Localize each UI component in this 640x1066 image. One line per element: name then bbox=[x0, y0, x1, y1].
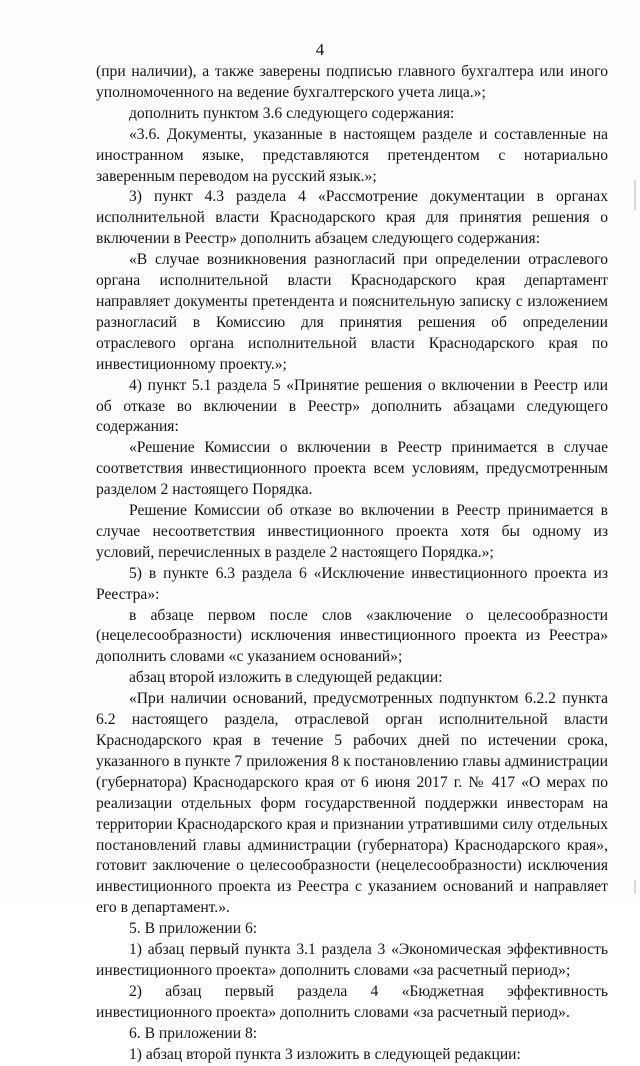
document-body bbox=[96, 62, 608, 1066]
paragraph-item-4-text-1: «Решение Комиссии о включении в Реестр принимается в случае соответствия инвестиционного проекта всем условиям, предусмотренным разделом 2 настоящего Порядка. bbox=[96, 439, 608, 499]
scan-edge-mark bbox=[634, 880, 636, 894]
paragraph-section-5-item-1: 1) абзац первый пункта 3.1 раздела 3 «Экономическая эффективность инвестиционного проекта» дополнить словами «за расчетный период»; bbox=[96, 941, 608, 979]
page-number: 4 bbox=[315, 40, 325, 59]
paragraph-section-6-item-1: 1) абзац второй пункта 3 изложить в следующей редакции: bbox=[129, 1045, 521, 1063]
paragraph-item-4-text-2: Решение Комиссии об отказе во включении в Реестр принимается в случае несоответствия инвестиционного проекта хотя бы одному из условий, перечисленных в разделе 2 настоящего Порядка.»; bbox=[96, 502, 608, 561]
paragraph-add-clause-3-6: дополнить пунктом 3.6 следующего содержания: bbox=[129, 104, 455, 122]
scan-edge-mark bbox=[634, 180, 636, 210]
paragraph-item-5-text: «При наличии оснований, предусмотренных подпунктом 6.2.2 пункта 6.2 настоящего раздела, отраслевой орган исполнительной власти Краснодарского края в течение 5 рабочих дней по истечении срока, указанного в пункте 7 приложения 8 к постановлению главы администрации (губернатора) Краснодарского края от 6 июня 2017 г. № 417 «О мерах по реализации отдельных форм государственной поддержки инвесторам на территории Краснодарского края и признании утратившими силу отдельных постановлений главы администрации (губернатора) Краснодарского края», готовит заключение о целесообразности (нецелесообразности) исключения инвестиционного проекта из Реестра с указанием оснований и направляет его в департамент.». bbox=[96, 690, 608, 917]
paragraph-clause-3-6-text: «3.6. Документы, указанные в настоящем разделе и составленные на иностранном языке, представляются претендентом с нотариально заверенным переводом на русский язык.»; bbox=[96, 125, 608, 185]
paragraph-item-5-second-abzac: абзац второй изложить в следующей редакции: bbox=[129, 669, 443, 687]
paragraph-section-6: 6. В приложении 8: bbox=[129, 1024, 258, 1042]
paragraph-item-3: 3) пункт 4.3 раздела 4 «Рассмотрение документации в органах исполнительной власти Краснодарского края для принятия решения о включении в Реестр» дополнить абзацем следующего содержания: bbox=[96, 188, 608, 248]
paragraph-item-4: 4) пункт 5.1 раздела 5 «Принятие решения о включении в Реестр или об отказе во включении в Реестр» дополнить абзацами следующего содержания: bbox=[96, 376, 608, 436]
paragraph-section-5: 5. В приложении 6: bbox=[129, 920, 258, 938]
paragraph-item-5: 5) в пункте 6.3 раздела 6 «Исключение инвестиционного проекта из Реестра»: bbox=[96, 564, 608, 603]
paragraph-continuation: (при наличии), а также заверены подписью главного бухгалтера или иного уполномоченного на ведение бухгалтерского учета лица.»; bbox=[96, 63, 608, 101]
paragraph-section-5-item-2: 2) абзац первый раздела 4 «Бюджетная эффективность инвестиционного проекта» дополнить словами «за расчетный период». bbox=[96, 982, 608, 1021]
paragraph-item-3-text: «В случае возникновения разногласий при определении отраслевого органа исполнительной власти Краснодарского края департамент направляет документы претендента и пояснительную записку с изложением разногласий в Комиссию для принятия решения об определении отраслевого органа исполнительной власти Краснодарского края по инвестиционному проекту.»; bbox=[96, 251, 608, 373]
paragraph-item-5-first-abzac: в абзаце первом после слов «заключение о целесообразности (нецелесообразности) исключения инвестиционного проекта из Реестра» дополнить словами «с указанием оснований»; bbox=[96, 606, 608, 666]
